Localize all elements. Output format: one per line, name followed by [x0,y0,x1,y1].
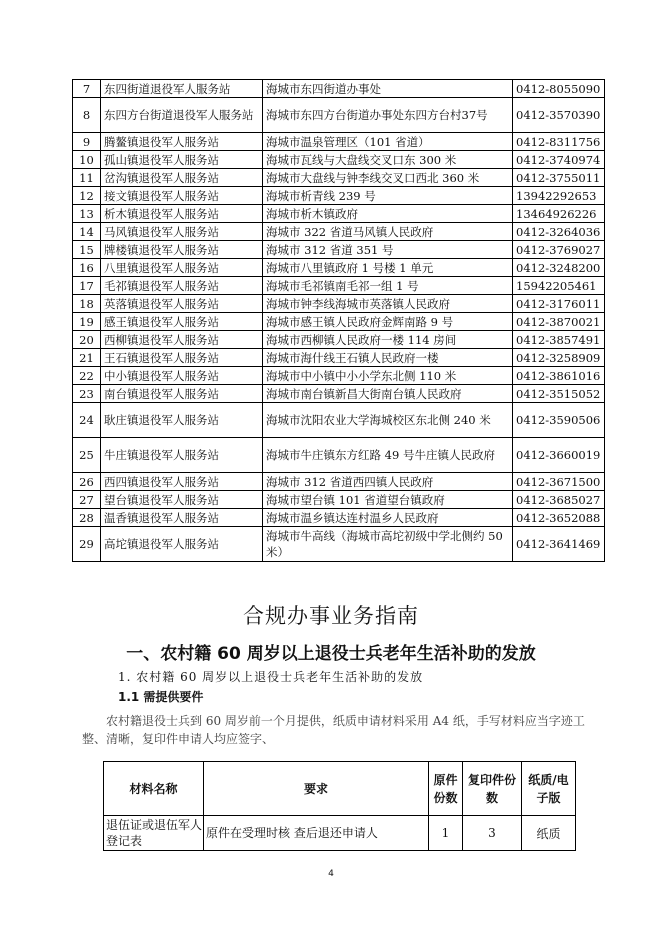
station-address: 海城市西柳镇人民政府一楼 114 房间 [263,331,513,349]
guide-title: 合规办事业务指南 [243,604,419,628]
table-row [73,367,605,385]
station-address: 海城市 312 省道西四镇人民政府 [263,473,513,491]
material-requirement: 原件在受理时核 查后退还申请人 [204,816,429,851]
station-phone: 0412-8055090 [513,80,605,98]
row-number: 9 [73,133,101,151]
station-name: 高坨镇退役军人服务站 [101,527,263,562]
table-row [73,223,605,241]
station-name: 王石镇退役军人服务站 [101,349,263,367]
header-original-count: 原件份数 [429,762,463,816]
table-row [73,80,605,98]
header-copy-count: 复印件份数 [463,762,522,816]
station-address: 海城市大盘线与钟李线交叉口西北 360 米 [263,169,513,187]
station-phone: 13464926226 [513,205,605,223]
row-number: 24 [73,403,101,438]
table-row [73,509,605,527]
station-phone: 15942205461 [513,277,605,295]
table-row [73,187,605,205]
station-address: 海城市牛高线（海城市高坨初级中学北侧约 50 米） [263,527,513,562]
station-address: 海城市望台镇 101 省道望台镇政府 [263,491,513,509]
station-phone: 13942292653 [513,187,605,205]
station-phone: 0412-3671500 [513,473,605,491]
table-row [73,151,605,169]
station-address: 海城市东四方台街道办事处东四方台村37号 [263,98,513,133]
row-number: 10 [73,151,101,169]
row-number: 20 [73,331,101,349]
station-phone: 0412-3870021 [513,313,605,331]
requirements-paragraph: 农村籍退役士兵到 60 周岁前一个月提供，纸质申请材料采用 A4 纸，手写材料应当字迹工整、清晰，复印件申请人均应签字、 [82,714,585,746]
row-number: 12 [73,187,101,205]
station-phone: 0412-3176011 [513,295,605,313]
original-count: 1 [429,816,463,851]
station-address: 海城市牛庄镇东方红路 49 号牛庄镇人民政府 [263,438,513,473]
station-address: 海城市毛祁镇南毛祁一组 1 号 [263,277,513,295]
material-name: 退伍证或退伍军人登记表 [104,816,204,851]
station-name: 温香镇退役军人服务站 [101,509,263,527]
row-number: 22 [73,367,101,385]
station-phone: 0412-8311756 [513,133,605,151]
table-row [73,295,605,313]
media-type: 纸质 [522,816,576,851]
station-phone: 0412-3652088 [513,509,605,527]
service-station-table [72,79,605,562]
station-phone: 0412-3769027 [513,241,605,259]
station-phone: 0412-3861016 [513,367,605,385]
requirements-heading: 1.1 需提供要件 [118,690,204,704]
station-name: 析木镇退役军人服务站 [101,205,263,223]
row-number: 19 [73,313,101,331]
station-name: 西柳镇退役军人服务站 [101,331,263,349]
station-address: 海城市感王镇人民政府金辉南路 9 号 [263,313,513,331]
header-material-name: 材料名称 [104,762,204,816]
row-number: 8 [73,98,101,133]
station-address: 海城市温泉管理区（101 省道） [263,133,513,151]
station-name: 接文镇退役军人服务站 [101,187,263,205]
page-number: 4 [328,869,334,879]
station-phone: 0412-3570390 [513,98,605,133]
station-name: 中小镇退役军人服务站 [101,367,263,385]
station-name: 毛祁镇退役军人服务站 [101,277,263,295]
station-address: 海城市沈阳农业大学海城校区东北侧 240 米 [263,403,513,438]
station-name: 东四街道退役军人服务站 [101,80,263,98]
station-address: 海城市中小镇中小小学东北侧 110 米 [263,367,513,385]
table-row [73,403,605,438]
station-phone: 0412-3740974 [513,151,605,169]
table-row [73,385,605,403]
row-number: 25 [73,438,101,473]
station-address: 海城市析青线 239 号 [263,187,513,205]
station-name: 英落镇退役军人服务站 [101,295,263,313]
row-number: 7 [73,80,101,98]
table-row [73,491,605,509]
table-row [73,169,605,187]
row-number: 15 [73,241,101,259]
station-address: 海城市温乡镇达连村温乡人民政府 [263,509,513,527]
station-phone: 0412-3641469 [513,527,605,562]
station-table-body [73,80,605,562]
station-phone: 0412-3258909 [513,349,605,367]
station-name: 望台镇退役军人服务站 [101,491,263,509]
row-number: 17 [73,277,101,295]
station-phone: 0412-3248200 [513,259,605,277]
station-address: 海城市海什线王石镇人民政府一楼 [263,349,513,367]
station-address: 海城市钟李线海城市英落镇人民政府 [263,295,513,313]
station-address: 海城市 312 省道 351 号 [263,241,513,259]
station-address: 海城市东四街道办事处 [263,80,513,98]
station-phone: 0412-3660019 [513,438,605,473]
station-address: 海城市南台镇新昌大街南台镇人民政府 [263,385,513,403]
station-address: 海城市析木镇政府 [263,205,513,223]
station-name: 南台镇退役军人服务站 [101,385,263,403]
station-phone: 0412-3590506 [513,403,605,438]
row-number: 18 [73,295,101,313]
table-row [73,241,605,259]
station-phone: 0412-3685027 [513,491,605,509]
station-name: 孤山镇退役军人服务站 [101,151,263,169]
header-requirement: 要求 [204,762,429,816]
table-row [73,313,605,331]
station-phone: 0412-3755011 [513,169,605,187]
station-name: 岔沟镇退役军人服务站 [101,169,263,187]
station-address: 海城市八里镇政府 1 号楼 1 单元 [263,259,513,277]
table-row [73,349,605,367]
section-heading: 一、农村籍 60 周岁以上退役士兵老年生活补助的发放 [126,644,536,664]
table-row [73,473,605,491]
subsection-heading: 1. 农村籍 60 周岁以上退役士兵老年生活补助的发放 [118,670,424,684]
row-number: 29 [73,527,101,562]
row-number: 28 [73,509,101,527]
station-address: 海城市 322 省道马风镇人民政府 [263,223,513,241]
table-row [73,277,605,295]
station-phone: 0412-3264036 [513,223,605,241]
header-media-type: 纸质/电子版 [522,762,576,816]
station-name: 马风镇退役军人服务站 [101,223,263,241]
row-number: 14 [73,223,101,241]
materials-header-row [104,762,576,816]
table-row [73,259,605,277]
station-name: 牌楼镇退役军人服务站 [101,241,263,259]
station-address: 海城市瓦线与大盘线交叉口东 300 米 [263,151,513,169]
station-name: 耿庄镇退役军人服务站 [101,403,263,438]
station-phone: 0412-3515052 [513,385,605,403]
table-row [104,816,576,851]
station-name: 八里镇退役军人服务站 [101,259,263,277]
station-name: 感王镇退役军人服务站 [101,313,263,331]
row-number: 13 [73,205,101,223]
copy-count: 3 [463,816,522,851]
row-number: 27 [73,491,101,509]
station-name: 腾鳌镇退役军人服务站 [101,133,263,151]
row-number: 21 [73,349,101,367]
table-row [73,527,605,562]
materials-table [103,761,576,851]
table-row [73,205,605,223]
station-phone: 0412-3857491 [513,331,605,349]
station-name: 西四镇退役军人服务站 [101,473,263,491]
row-number: 11 [73,169,101,187]
table-row [73,133,605,151]
table-row [73,438,605,473]
row-number: 26 [73,473,101,491]
station-name: 东四方台街道退役军人服务站 [101,98,263,133]
row-number: 23 [73,385,101,403]
station-name: 牛庄镇退役军人服务站 [101,438,263,473]
row-number: 16 [73,259,101,277]
table-row [73,331,605,349]
table-row [73,98,605,133]
